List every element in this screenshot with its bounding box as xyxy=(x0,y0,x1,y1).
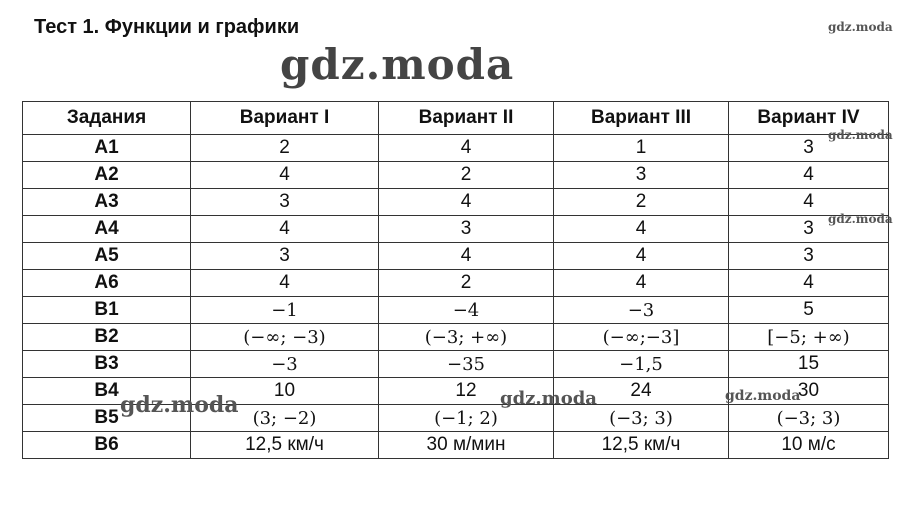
watermark-logo: gdz.moda xyxy=(828,212,893,226)
page-title: Тест 1. Функции и графики xyxy=(34,16,300,38)
answer-cell: 4 xyxy=(191,270,379,297)
task-cell: В6 xyxy=(23,432,191,459)
answer-cell: 30 м/мин xyxy=(379,432,554,459)
answer-cell: (−3; +∞) xyxy=(379,324,554,351)
answer-cell: 4 xyxy=(554,216,729,243)
answer-cell: (−∞;−3] xyxy=(554,324,729,351)
answer-cell: 3 xyxy=(729,216,889,243)
answer-cell: (−1; 2) xyxy=(379,405,554,432)
answer-cell: 3 xyxy=(379,216,554,243)
answer-cell: 5 xyxy=(729,297,889,324)
task-cell: В2 xyxy=(23,324,191,351)
table-row xyxy=(23,243,889,270)
column-header: Задания xyxy=(23,102,191,135)
answer-cell: 3 xyxy=(191,189,379,216)
answer-cell: 4 xyxy=(729,270,889,297)
answer-cell: 24 xyxy=(554,378,729,405)
answer-cell: 4 xyxy=(729,162,889,189)
answer-cell: 4 xyxy=(379,243,554,270)
answer-cell: −3 xyxy=(191,351,379,378)
answer-cell: 4 xyxy=(379,135,554,162)
answer-cell: 12,5 км/ч xyxy=(191,432,379,459)
answer-cell: 4 xyxy=(191,216,379,243)
answer-cell: −4 xyxy=(379,297,554,324)
answer-cell: 2 xyxy=(379,270,554,297)
column-header: Вариант II xyxy=(379,102,554,135)
answer-cell: 4 xyxy=(379,189,554,216)
column-header: Вариант III xyxy=(554,102,729,135)
column-header: Вариант I xyxy=(191,102,379,135)
answer-cell: 4 xyxy=(554,270,729,297)
answer-cell: 15 xyxy=(729,351,889,378)
table-row xyxy=(23,270,889,297)
answer-cell: 3 xyxy=(554,162,729,189)
table-row xyxy=(23,324,889,351)
task-cell: В4 xyxy=(23,378,191,405)
table-row xyxy=(23,216,889,243)
task-cell: А1 xyxy=(23,135,191,162)
task-cell: В3 xyxy=(23,351,191,378)
answer-cell: 2 xyxy=(554,189,729,216)
table-row xyxy=(23,189,889,216)
answer-cell: 3 xyxy=(729,135,889,162)
watermark-logo: gdz.moda xyxy=(828,20,893,34)
answer-cell: (−3; 3) xyxy=(729,405,889,432)
task-cell: А5 xyxy=(23,243,191,270)
watermark-logo: gdz.moda xyxy=(725,388,801,404)
task-cell: А4 xyxy=(23,216,191,243)
answer-cell: (3; −2) xyxy=(191,405,379,432)
answer-cell: −1 xyxy=(191,297,379,324)
answer-cell: [−5; +∞) xyxy=(729,324,889,351)
answer-cell: −1,5 xyxy=(554,351,729,378)
task-cell: А2 xyxy=(23,162,191,189)
watermark-logo: gdz.moda xyxy=(500,388,597,409)
answer-cell: 1 xyxy=(554,135,729,162)
answer-cell: 4 xyxy=(554,243,729,270)
answer-cell: 4 xyxy=(729,189,889,216)
table-row xyxy=(23,297,889,324)
answer-cell: 30 xyxy=(729,378,889,405)
watermark-logo: gdz.moda xyxy=(120,392,239,418)
table-row xyxy=(23,432,889,459)
answer-cell: 3 xyxy=(191,243,379,270)
answer-cell: 12,5 км/ч xyxy=(554,432,729,459)
answer-cell: 3 xyxy=(729,243,889,270)
watermark-logo: gdz.moda xyxy=(280,40,515,89)
table-header-row xyxy=(23,102,889,135)
table-row xyxy=(23,135,889,162)
answer-cell: (−3; 3) xyxy=(554,405,729,432)
task-cell: А6 xyxy=(23,270,191,297)
task-cell: А3 xyxy=(23,189,191,216)
answer-cell: 12 xyxy=(379,378,554,405)
table-row xyxy=(23,162,889,189)
answer-cell: (−∞; −3) xyxy=(191,324,379,351)
answer-cell: 10 м/с xyxy=(729,432,889,459)
answer-cell: 10 xyxy=(191,378,379,405)
task-cell: В5 xyxy=(23,405,191,432)
answer-cell: −3 xyxy=(554,297,729,324)
answer-cell: −35 xyxy=(379,351,554,378)
watermark-logo: gdz.moda xyxy=(828,128,893,142)
column-header: Вариант IV xyxy=(729,102,889,135)
table-row xyxy=(23,351,889,378)
answer-cell: 2 xyxy=(191,135,379,162)
answer-cell: 4 xyxy=(191,162,379,189)
answer-cell: 2 xyxy=(379,162,554,189)
task-cell: В1 xyxy=(23,297,191,324)
